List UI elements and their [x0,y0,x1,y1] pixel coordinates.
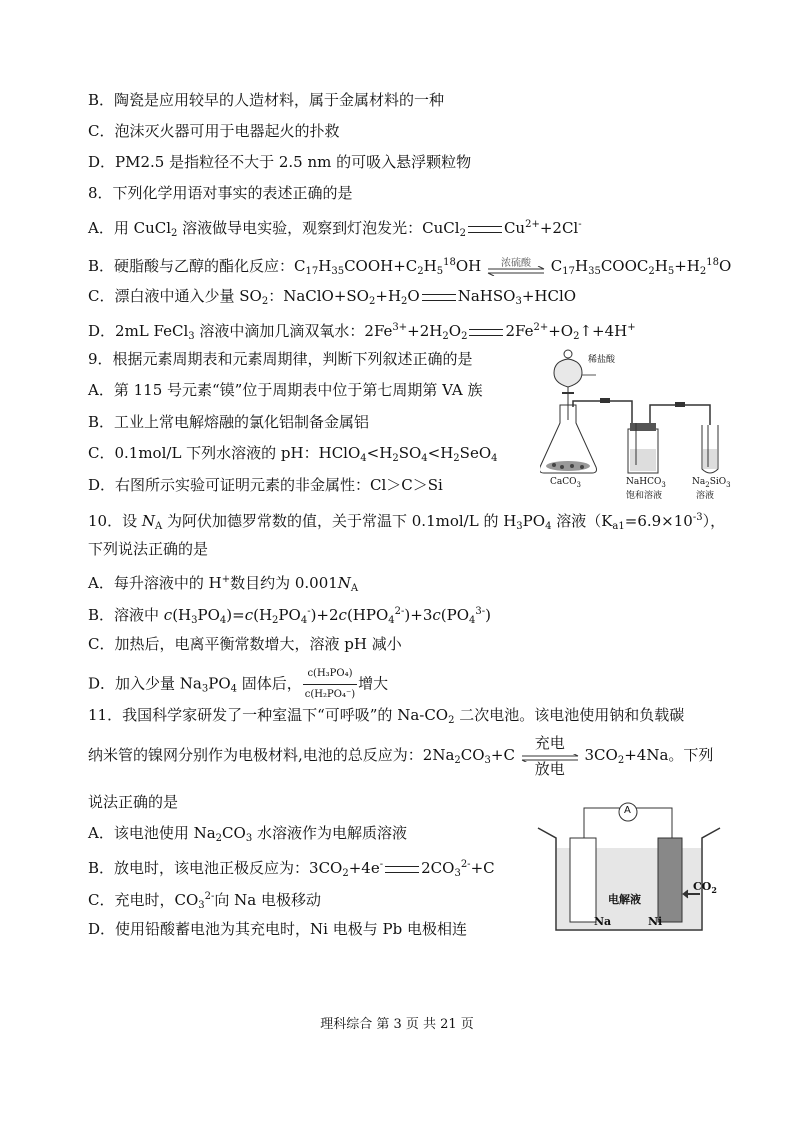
q10-stem: 10．设 $N_A$ 为阿伏加德罗常数的值，关于常温下 0.1mol/L 的 $H_3PO_4$ 溶液$(K_{a1}=6.9\times 10^{-3})$， [88,512,726,532]
q9-option-d: D．右图所示实验可证明元素的非金属性：Cl＞C＞Si [88,476,443,494]
q11-option-c: C．充电时，$CO_3^{2-}$向 Na 电极移动 [88,891,321,911]
concentration-fraction: $\frac{\text{c(H₃PO₄)}}{\text{c(H₂PO₄⁻)}}$ [303,664,357,705]
electrolyte-label: 电解液 [608,893,641,906]
q10-option-c: C．加热后，电离平衡常数增大，溶液 pH 减小 [88,635,402,653]
na-electrode-label: Na [594,915,612,928]
q8-option-b: B．硬脂酸与乙醇的酯化反应：$C_{17}H_{35}COOH+C_2H_5^{18}OH$ 浓硫酸 $C_{17}H_{35}COOC_2H_5+H_2^{18}O$ [88,257,732,277]
q11-option-d: D．使用铅酸蓄电池为其充电时，Ni 电极与 Pb 电极相连 [88,920,467,938]
page-footer: 理科综合 第 3 页 共 21 页 [320,1017,474,1032]
charge-discharge-arrow: 充电 放电 [520,734,580,778]
q10-option-b: B．溶液中 $c(H_3PO_4)=c(H_2PO_4^-)+2c(HPO_4^{2-})+3c(PO_4^{3-})$ [88,606,492,626]
caco3-label: CaCO$_3$ [550,477,581,489]
q8-option-c: C．漂白液中通入少量 $SO_2$：$NaClO+SO_2+H_2O$ NaHSO$_3$+HClO [88,287,577,307]
q9-stem: 9．根据元素周期表和元素周期律，判断下列叙述正确的是 [88,350,473,368]
q8-stem: 8．下列化学用语对事实的表述正确的是 [88,184,353,202]
q8-option-a: A．用 CuCl$_2$ 溶液做导电实验，观察到灯泡发光：CuCl$_2$ $Cu^{2+}+2Cl^-$ [88,219,582,239]
q11-stem: 11．我国科学家研发了一种室温下“可呼吸”的 $Na-CO_2$ 二次电池。该电池使用钠和负载碳 [88,706,685,726]
ni-electrode-label: Ni [648,915,663,928]
saturated-label: 饱和溶液 [626,491,663,501]
co2-label: $CO_2$ [693,880,717,895]
na2sio3-label: $Na_2SiO_3$ [692,477,731,489]
reversible-arrow: 浓硫酸 [486,256,546,278]
q11-stem-3: 说法正确的是 [88,793,179,811]
q11-option-a: A．该电池使用 $Na_2CO_3$ 水溶液作为电解质溶液 [88,824,407,844]
nahco3-label: NaHCO$_3$ [626,477,666,489]
solution-label: 溶液 [696,491,715,501]
battery-figure [536,798,722,933]
q10-stem-2: 下列说法正确的是 [88,540,209,558]
q11-option-b: B．放电时，该电池正极反应为：$3CO_2+4e^-$ $2CO_3^{2-}+C$ [88,859,495,879]
q7-option-d: D．PM2.5 是指粒径不大于 2.5 nm 的可吸入悬浮颗粒物 [88,153,472,171]
q10-option-a: A．每升溶液中的 H+数目约为 $0.001N_A$ [88,574,359,594]
q9-option-c: C．0.1mol/L 下列水溶液的 pH：$HClO_4<H_2SO_4<H_2SeO_4$ [88,444,498,464]
apparatus-figure [540,345,740,501]
q8-option-d: D．2mL FeCl$_3$ 溶液中滴加几滴双氧水：$2Fe^{3+}+2H_2O_2$ $2Fe^{2+}+O_2↑+4H^+$ [88,322,636,342]
q7-option-b: B．陶瓷是应用较早的人造材料，属于金属材料的一种 [88,91,445,109]
q10-option-d: D．加入少量 $Na_3PO_4$ 固体后， $\frac{\text{c(H₃PO₄)}}{\text{c(H₂PO₄⁻)}}$ 增大 [88,664,388,705]
q7-option-c: C．泡沫灭火器可用于电器起火的扑救 [88,122,340,140]
q9-option-a: A．第 115 号元素“镆”位于周期表中位于第七周期第 VA 族 [88,381,483,399]
q9-option-b: B．工业上常电解熔融的氯化铝制备金属铝 [88,413,370,431]
acid-label: 稀盐酸 [588,355,616,365]
q11-reaction-line: 纳米管的镍网分别作为电极材料,电池的总反应为：$2Na_2CO_3+C$ 充电 放电 $3CO_2+4Na$。下列 [88,734,714,778]
ammeter-label: A [624,805,631,816]
